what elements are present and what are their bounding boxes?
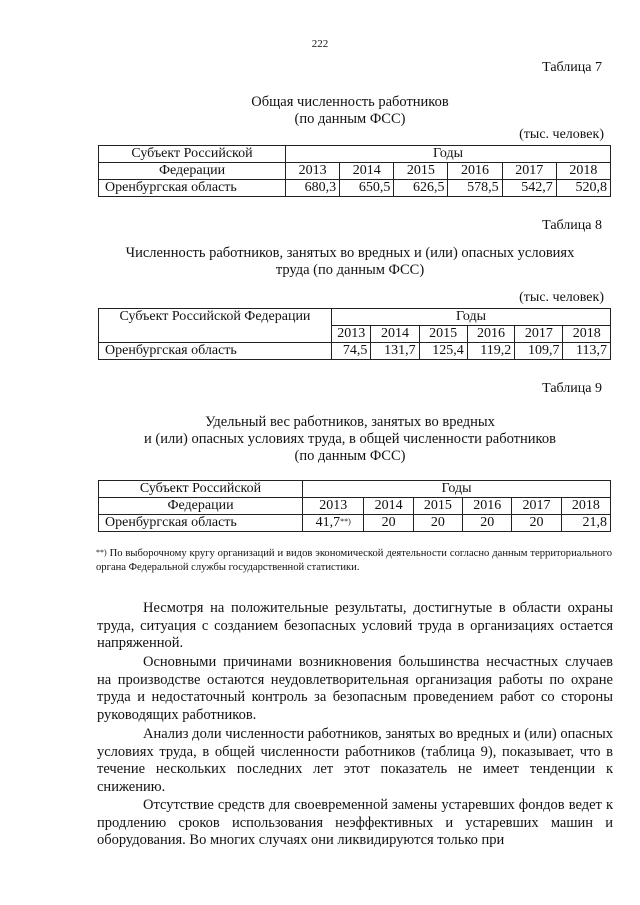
table8-years-header: Годы [332, 309, 611, 326]
table7-year: 2014 [340, 163, 394, 180]
table8-value: 119,2 [467, 343, 515, 360]
table7-year: 2015 [394, 163, 448, 180]
table7-year: 2017 [502, 163, 556, 180]
table9-year: 2017 [512, 498, 561, 515]
table7-value: 650,5 [340, 180, 394, 197]
table8 [98, 308, 611, 360]
table9-value: 20 [512, 515, 561, 532]
footnote-mark: **) [340, 517, 351, 526]
table7-title-line2: (по данным ФСС) [294, 111, 406, 127]
table9-year: 2013 [303, 498, 364, 515]
table8-value: 131,7 [371, 343, 419, 360]
paragraph: Несмотря на положительные результаты, достигнутые в области охраны труда, ситуация с созданием безопасных условий труда в организациях остается напряженной. [97, 600, 613, 651]
table8-title-line2: труда (по данным ФСС) [275, 262, 425, 278]
table9-year: 2016 [463, 498, 512, 515]
table9-value: 21,8 [561, 515, 610, 532]
table8-year: 2018 [563, 326, 611, 343]
table8-units: (тыс. человек) [519, 290, 604, 305]
table7-units: (тыс. человек) [519, 127, 604, 142]
table9-title-line2: и (или) опасных условиях труда, в общей численности работников [144, 431, 556, 447]
table7-label: Таблица 7 [542, 60, 602, 75]
table7-subject-header-cont: Федерации [99, 163, 286, 180]
table7-subject-header: Субъект Российской [99, 146, 286, 163]
table7-row-label: Оренбургская область [99, 180, 286, 197]
table8-value: 74,5 [332, 343, 371, 360]
table8-row-label: Оренбургская область [99, 343, 332, 360]
table8-year: 2016 [467, 326, 515, 343]
table8-label: Таблица 8 [542, 218, 602, 233]
table9-year: 2014 [364, 498, 413, 515]
table7-year: 2013 [286, 163, 340, 180]
table8-year: 2017 [515, 326, 563, 343]
table9-value-text: 41,7 [315, 515, 341, 530]
table9-years-header: Годы [303, 481, 611, 498]
page-number: 222 [311, 38, 329, 50]
table8-value: 113,7 [563, 343, 611, 360]
table7-value: 626,5 [394, 180, 448, 197]
footnote-mark: **) [96, 548, 107, 557]
table9-row-label: Оренбургская область [99, 515, 303, 532]
table9-value [303, 515, 364, 532]
table9-title [90, 414, 610, 465]
table9-subject-header-cont: Федерации [99, 498, 303, 515]
table9-title-line3: (по данным ФСС) [294, 448, 406, 464]
table7-year: 2016 [448, 163, 502, 180]
table7-value: 542,7 [502, 180, 556, 197]
table9-year: 2015 [413, 498, 462, 515]
table7-value: 520,8 [556, 180, 610, 197]
table9-value: 20 [463, 515, 512, 532]
table9-value: 20 [413, 515, 462, 532]
paragraph: Анализ доли численности работников, занятых во вредных и (или) опасных условиях труда, в общей численности работников (таблица 9), показывает, что в течение нескольких последних лет этот показатель не имеет тенденции к снижению. [97, 726, 613, 795]
table8-value: 125,4 [419, 343, 467, 360]
table9-title-line1: Удельный вес работников, занятых во вредных [205, 414, 495, 430]
table8-year: 2013 [332, 326, 371, 343]
table7-title-line1: Общая численность работников [251, 94, 449, 110]
table7-years-header: Годы [286, 146, 611, 163]
table7-value: 578,5 [448, 180, 502, 197]
table8-title-line1: Численность работников, занятых во вредных и (или) опасных условиях [125, 245, 575, 261]
table7-value: 680,3 [286, 180, 340, 197]
table8-year: 2014 [371, 326, 419, 343]
table8-title [80, 245, 620, 279]
table9-year: 2018 [561, 498, 610, 515]
table9-subject-header: Субъект Российской [99, 481, 303, 498]
table7 [98, 145, 611, 197]
table8-year: 2015 [419, 326, 467, 343]
table7-year: 2018 [556, 163, 610, 180]
table8-value: 109,7 [515, 343, 563, 360]
table9-value: 20 [364, 515, 413, 532]
table9-label: Таблица 9 [542, 381, 602, 396]
table7-title [90, 94, 610, 128]
paragraph: Основными причинами возникновения большинства несчастных случаев на производстве остаются неудовлетворительная организация работы по охране труда и недостаточный контроль за безопасным проведением работ со стороны руководящих работников. [97, 654, 613, 723]
table8-subject-header: Субъект Российской Федерации [99, 309, 332, 343]
paragraph: Отсутствие средств для своевременной замены устаревших фондов ведет к продлению сроков использования неэффективных и устаревших машин и оборудования. Во многих случаях они ликвидируются только при [97, 797, 613, 848]
footnote-text: По выборочному кругу организаций и видов экономической деятельности согласно данным территориального органа Федеральной службы государственной статистики. [96, 548, 612, 573]
footnote [96, 547, 612, 575]
table9 [98, 480, 611, 532]
